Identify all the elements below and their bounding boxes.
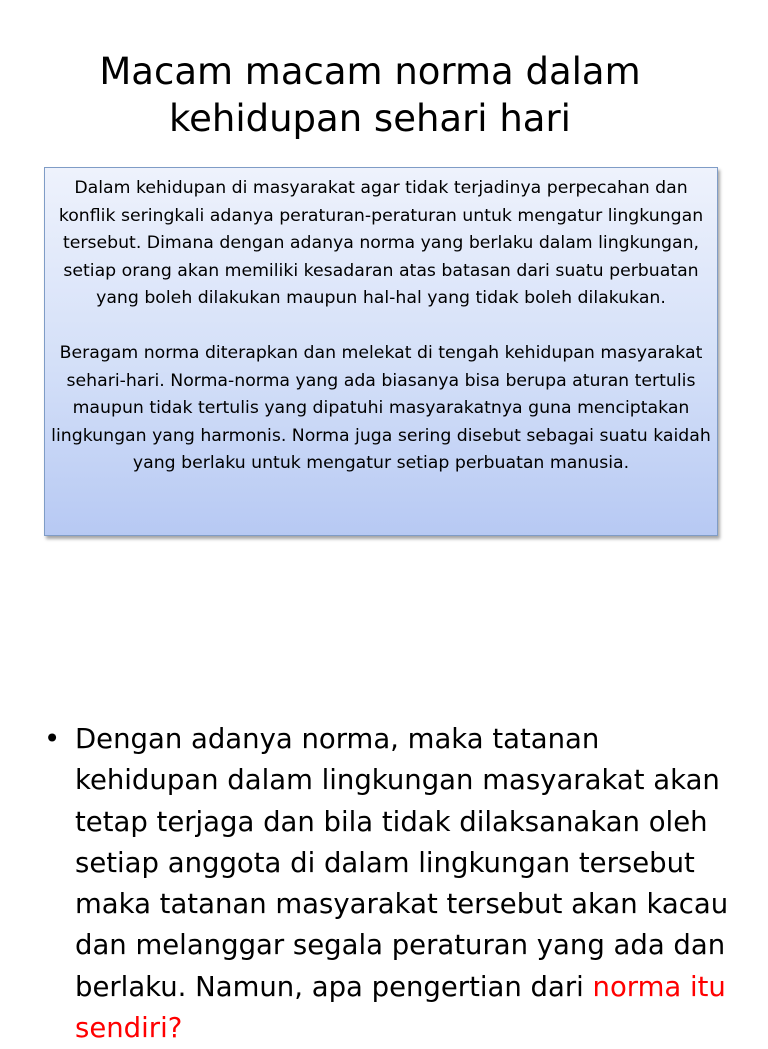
info-paragraph-2: Beragam norma diterapkan dan melekat di tengah kehidupan masyarakat sehari-hari. Norma-norma yang ada biasanya bisa berupa aturan tertulis maupun tidak tertulis yang dipatuhi masyarakatnya guna menciptakan lingkungan yang harmonis. Norma juga sering disebut sebagai suatu kaidah yang berlaku untuk mengatur setiap perbuatan manusia. [51, 343, 711, 473]
slide-title-line-2: kehidupan sehari hari [169, 97, 571, 140]
bullet-point [44, 719, 744, 1049]
info-text-box-content [50, 175, 712, 478]
slide-title [40, 48, 700, 142]
bullet-highlight-text: norma itu sendiri? [75, 970, 726, 1045]
bullet-marker: • [44, 723, 61, 755]
slide-title-line-1: Macam macam norma dalam [99, 50, 641, 93]
bullet-text [75, 719, 744, 1049]
info-paragraph-1: Dalam kehidupan di masyarakat agar tidak terjadinya perpecahan dan konflik seringkali adanya peraturan-peraturan untuk mengatur lingkungan tersebut. Dimana dengan adanya norma yang berlaku dalam lingkungan, setiap orang akan memiliki kesadaran atas batasan dari suatu perbuatan yang boleh dilakukan maupun hal-hal yang tidak boleh dilakukan. [58, 178, 704, 308]
bullet-body-text: Dengan adanya norma, maka tatanan kehidupan dalam lingkungan masyarakat akan tetap terjaga dan bila tidak dilaksanakan oleh setiap anggota di dalam lingkungan tersebut maka tatanan masyarakat tersebut akan kacau dan melanggar segala peraturan yang ada dan berlaku. Namun, apa pengertian dari [75, 723, 729, 1003]
